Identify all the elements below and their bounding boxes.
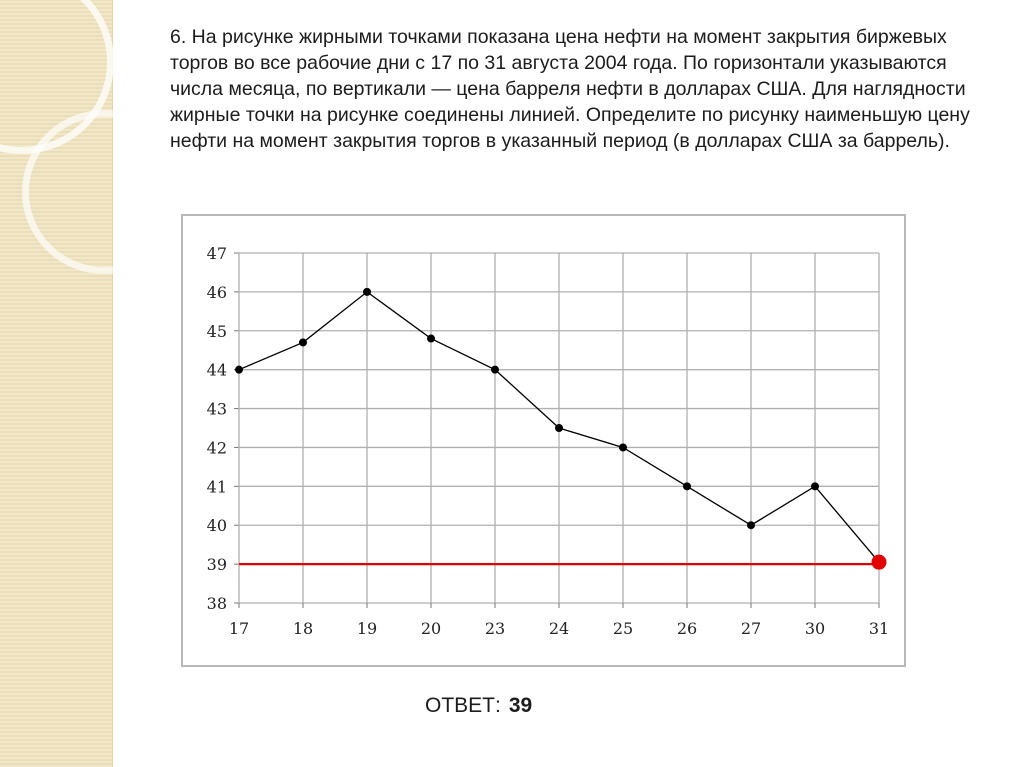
decorative-circle-middle [22,110,186,274]
x-tick-label: 19 [356,619,378,638]
y-tick-label: 40 [206,516,227,536]
data-point-minimum [872,555,887,570]
data-point [555,424,563,432]
data-point [811,482,819,490]
data-point [299,338,307,346]
x-tick-label: 23 [484,619,506,638]
x-tick-label: 27 [740,619,762,638]
x-tick-label: 30 [804,619,826,638]
x-tick-label: 18 [292,619,314,638]
y-tick-label: 44 [206,360,227,380]
data-point [235,366,243,374]
question-text: 6. На рисунке жирными точками показана цена нефти на момент закрытия биржевых торгов во все рабочие дни с 17 по 31 августа 2004 года. По горизонтали указываются числа месяца, по вертикали — цена барреля нефти в долларах США. Для наглядности жирные точки на рисунке соединены линией. Определите по рисунку наименьшую цену нефти на момент закрытия торгов в указанный период (в долларах США за баррель). [170,26,970,152]
y-tick-label-highlight: 39 [206,555,227,575]
data-point [747,521,755,529]
x-tick-label: 17 [228,619,250,638]
answer [425,694,532,718]
x-tick-label: 20 [420,619,442,638]
x-tick-label: 25 [612,619,634,638]
y-tick-label: 42 [206,438,227,458]
data-point [363,288,371,296]
data-point [619,443,627,451]
y-tick-label: 46 [206,282,227,302]
x-tick-label: 26 [676,619,698,638]
chart-frame [181,214,906,667]
y-tick-label: 41 [206,477,227,497]
answer-label: ОТВЕТ: [425,694,501,717]
y-tick-label: 38 [206,594,227,613]
x-tick-label: 31 [868,619,890,638]
oil-price-line-chart [183,216,904,665]
data-point [427,335,435,343]
y-tick-label: 45 [206,321,227,341]
answer-value: 39 [508,694,533,717]
data-point [491,366,499,374]
x-tick-label: 24 [548,619,570,638]
data-point [683,482,691,490]
decorative-side-band [0,0,113,767]
y-tick-label: 43 [206,399,227,419]
y-tick-label: 47 [206,244,227,263]
